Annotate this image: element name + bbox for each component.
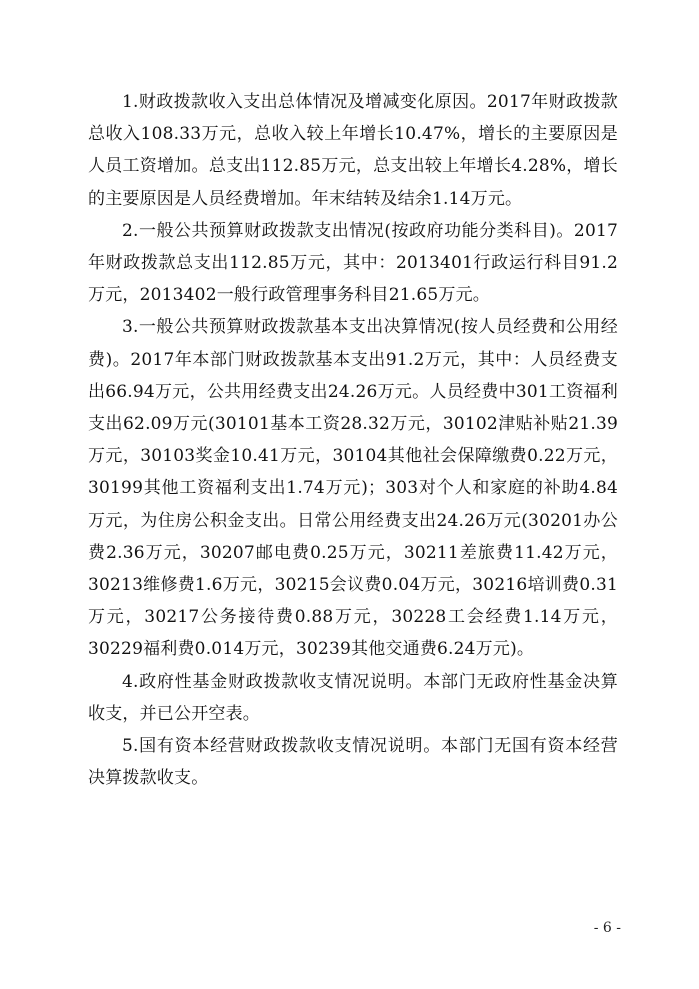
paragraph-3: 3.一般公共预算财政拨款基本支出决算情况(按人员经费和公用经费)。2017年本部门财政拨款基本支出91.2万元，其中：人员经费支出66.94万元，公共用经费支出24.26万元。人员经费中301工资福利支出62.09万元(30101基本工资28.32万元，30102津贴补贴21.39万元，30103奖金10.41万元，30104其他社会保障缴费0.22万元，30199其他工资福利支出1.74万元)；303对个人和家庭的补助4.84万元，为住房公积金支出。日常公用经费支出24.26万元(30201办公费2.36万元，30207邮电费0.25万元，30211差旅费11.42万元，30213维修费1.6万元，30215会议费0.04万元，30216培训费0.31万元，30217公务接待费0.88万元，30228工会经费1.14万元，30229福利费0.014万元，30239其他交通费6.24万元)。 — [88, 317, 618, 660]
paragraph-2: 2.一般公共预算财政拨款支出情况(按政府功能分类科目)。2017年财政拨款总支出112.85万元，其中：2013401行政运行科目91.2万元，2013402一般行政管理事务科目21.65万元。 — [88, 220, 618, 306]
page-number: - 6 - — [593, 920, 621, 936]
paragraph-4: 4.政府性基金财政拨款收支情况说明。本部门无政府性基金决算收支，并已公开空表。 — [88, 671, 618, 724]
document-body — [88, 86, 618, 794]
paragraph-5: 5.国有资本经营财政拨款收支情况说明。本部门无国有资本经营决算拨款收支。 — [88, 736, 618, 789]
paragraph-1: 1.财政拨款收入支出总体情况及增减变化原因。2017年财政拨款总收入108.33万元，总收入较上年增长10.47%，增长的主要原因是人员工资增加。总支出112.85万元，总支出较上年增长4.28%，增长的主要原因是人员经费增加。年末结转及结余1.14万元。 — [88, 92, 618, 209]
